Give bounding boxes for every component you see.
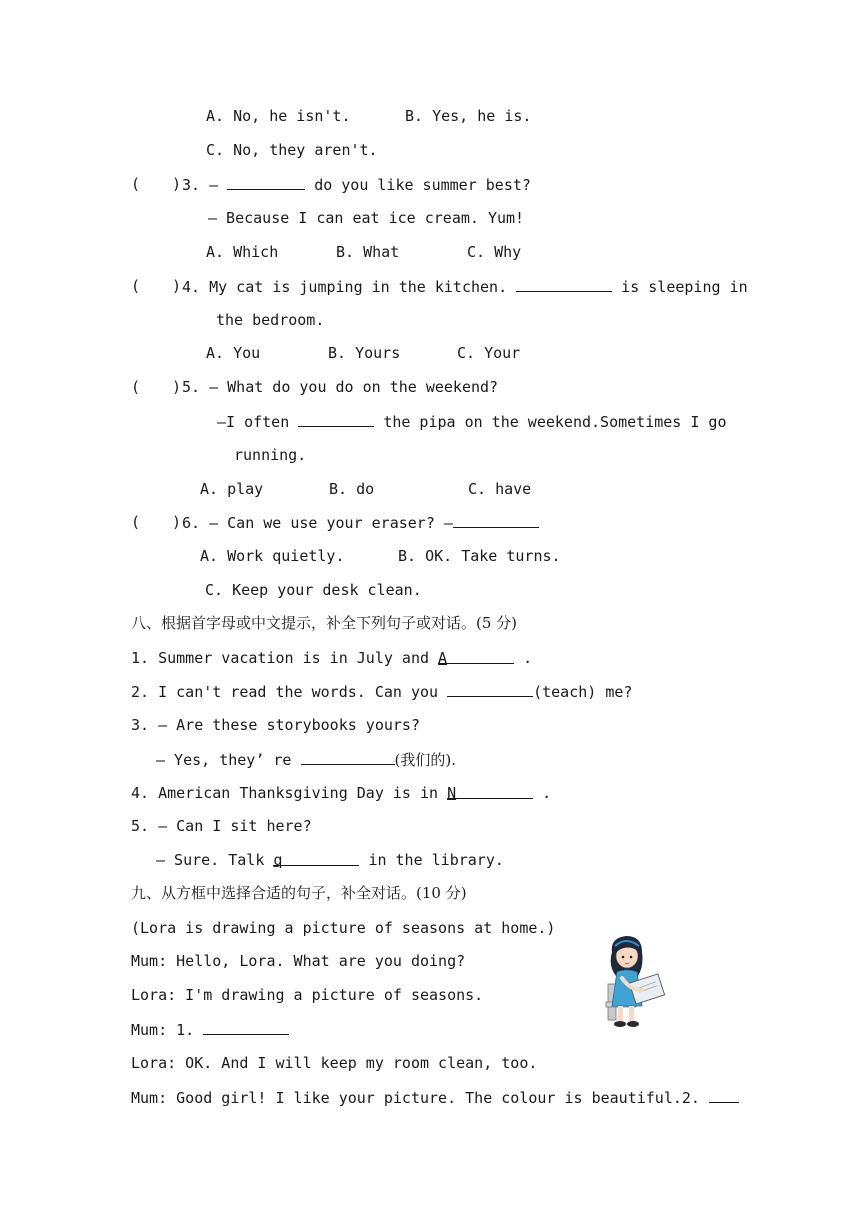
dialogue-line-5-text: Mum: Good girl! I like your picture. The colour is beautiful.2. (131, 1089, 700, 1107)
q5-paren-open: ( (131, 378, 141, 396)
q6-blank[interactable] (453, 512, 539, 528)
q3-paren-open: ( (131, 175, 141, 193)
q2-option-c: C. No, they aren't. (206, 141, 378, 159)
s8-item-1-prefix: 1. Summer vacation is in July and (131, 649, 430, 667)
s8-item-5: 5. — Can I sit here? (131, 817, 312, 835)
dialogue-line-2: Lora: I'm drawing a picture of seasons. (131, 986, 484, 1004)
dialogue-line-3-text: Mum: 1. (131, 1021, 195, 1039)
s8-item-1-hint: A (438, 649, 448, 667)
s8-item-4 (131, 783, 551, 803)
section9-heading: 九、从方框中选择合适的句子，补全对话。(10 分) (131, 884, 467, 902)
q5-option-a: A. play (200, 480, 264, 498)
s8-item-2-suffix: (teach) me? (533, 683, 633, 701)
q5-question: 5. — What do you do on the weekend? (182, 378, 499, 396)
s8-item-4-suffix: . (542, 784, 552, 802)
s8-item-1 (131, 648, 532, 668)
s8-item-3-reply (156, 749, 456, 770)
s8-item-3-blank[interactable] (301, 749, 395, 765)
s8-item-5-reply-prefix: — Sure. Talk (156, 851, 265, 869)
q6-question (182, 512, 539, 533)
q2-option-a: A. No, he isn't. (206, 107, 351, 125)
q6-option-a: A. Work quietly. (200, 547, 345, 565)
q6-prefix: 6. — Can we use your eraser? — (182, 514, 453, 532)
q3-option-b: B. What (336, 243, 400, 261)
q5-paren-close: ) (172, 378, 182, 396)
s8-item-3-reply-suffix: (我们的). (394, 751, 456, 769)
s8-item-3: 3. — Are these storybooks yours? (131, 716, 420, 734)
q3-blank[interactable] (227, 174, 305, 190)
q4-blank[interactable] (516, 276, 612, 292)
dialogue-line-5 (131, 1087, 739, 1108)
s8-item-5-reply (156, 850, 504, 870)
q5-blank[interactable] (298, 411, 374, 427)
q4-paren-close: ) (172, 277, 182, 295)
q4-paren-open: ( (131, 277, 141, 295)
dialogue-blank-2[interactable] (709, 1087, 739, 1103)
q3-reply: — Because I can eat ice cream. Yum! (208, 209, 525, 227)
q4-question (182, 276, 748, 297)
q6-paren-open: ( (131, 513, 141, 531)
q6-option-b: B. OK. Take turns. (398, 547, 561, 565)
q3-prefix: 3. — (182, 176, 219, 194)
s8-item-2 (131, 681, 632, 702)
dialogue-line-4: Lora: OK. And I will keep my room clean, too. (131, 1054, 538, 1072)
q3-question (182, 174, 531, 195)
dialogue-line-3 (131, 1019, 289, 1040)
s8-item-4-prefix: 4. American Thanksgiving Day is in (131, 784, 439, 802)
s8-item-4-blank[interactable] (447, 783, 533, 802)
q4-prefix: 4. My cat is jumping in the kitchen. (182, 278, 508, 296)
q5-option-b: B. do (329, 480, 375, 498)
s8-item-2-blank[interactable] (447, 681, 533, 697)
s9-intro: (Lora is drawing a picture of seasons at home.) (131, 919, 556, 937)
girl-drawing-icon (598, 932, 670, 1032)
s8-item-1-suffix: . (523, 649, 533, 667)
q4-option-a: A. You (206, 344, 261, 362)
s8-item-3-reply-prefix: — Yes, they’ re (156, 751, 292, 769)
s8-item-5-blank[interactable] (273, 850, 359, 869)
s8-item-2-prefix: 2. I can't read the words. Can you (131, 683, 439, 701)
s8-item-1-blank[interactable] (438, 648, 514, 667)
q4-continued: the bedroom. (216, 311, 325, 329)
q5-reply-prefix: —I often (217, 413, 290, 431)
section8-heading: 八、根据首字母或中文提示，补全下列句子或对话。(5 分) (131, 614, 518, 632)
q5-continued: running. (234, 446, 307, 464)
q5-option-c: C. have (468, 480, 532, 498)
q5-reply-suffix: the pipa on the weekend.Sometimes I go (383, 413, 727, 431)
q4-option-c: C. Your (457, 344, 521, 362)
q3-paren-close: ) (172, 175, 182, 193)
dialogue-blank-1[interactable] (203, 1019, 289, 1035)
q6-option-c: C. Keep your desk clean. (205, 581, 422, 599)
q3-option-a: A. Which (206, 243, 279, 261)
q4-option-b: B. Yours (328, 344, 401, 362)
q4-suffix: is sleeping in (621, 278, 748, 296)
q5-reply (217, 411, 726, 432)
q3-suffix: do you like summer best? (314, 176, 531, 194)
q6-paren-close: ) (172, 513, 182, 531)
dialogue-line-1: Mum: Hello, Lora. What are you doing? (131, 952, 466, 970)
q3-option-c: C. Why (467, 243, 522, 261)
q2-option-b: B. Yes, he is. (405, 107, 532, 125)
s8-item-4-hint: N (447, 784, 457, 802)
s8-item-5-hint: q (273, 851, 283, 869)
s8-item-5-reply-suffix: in the library. (368, 851, 504, 869)
